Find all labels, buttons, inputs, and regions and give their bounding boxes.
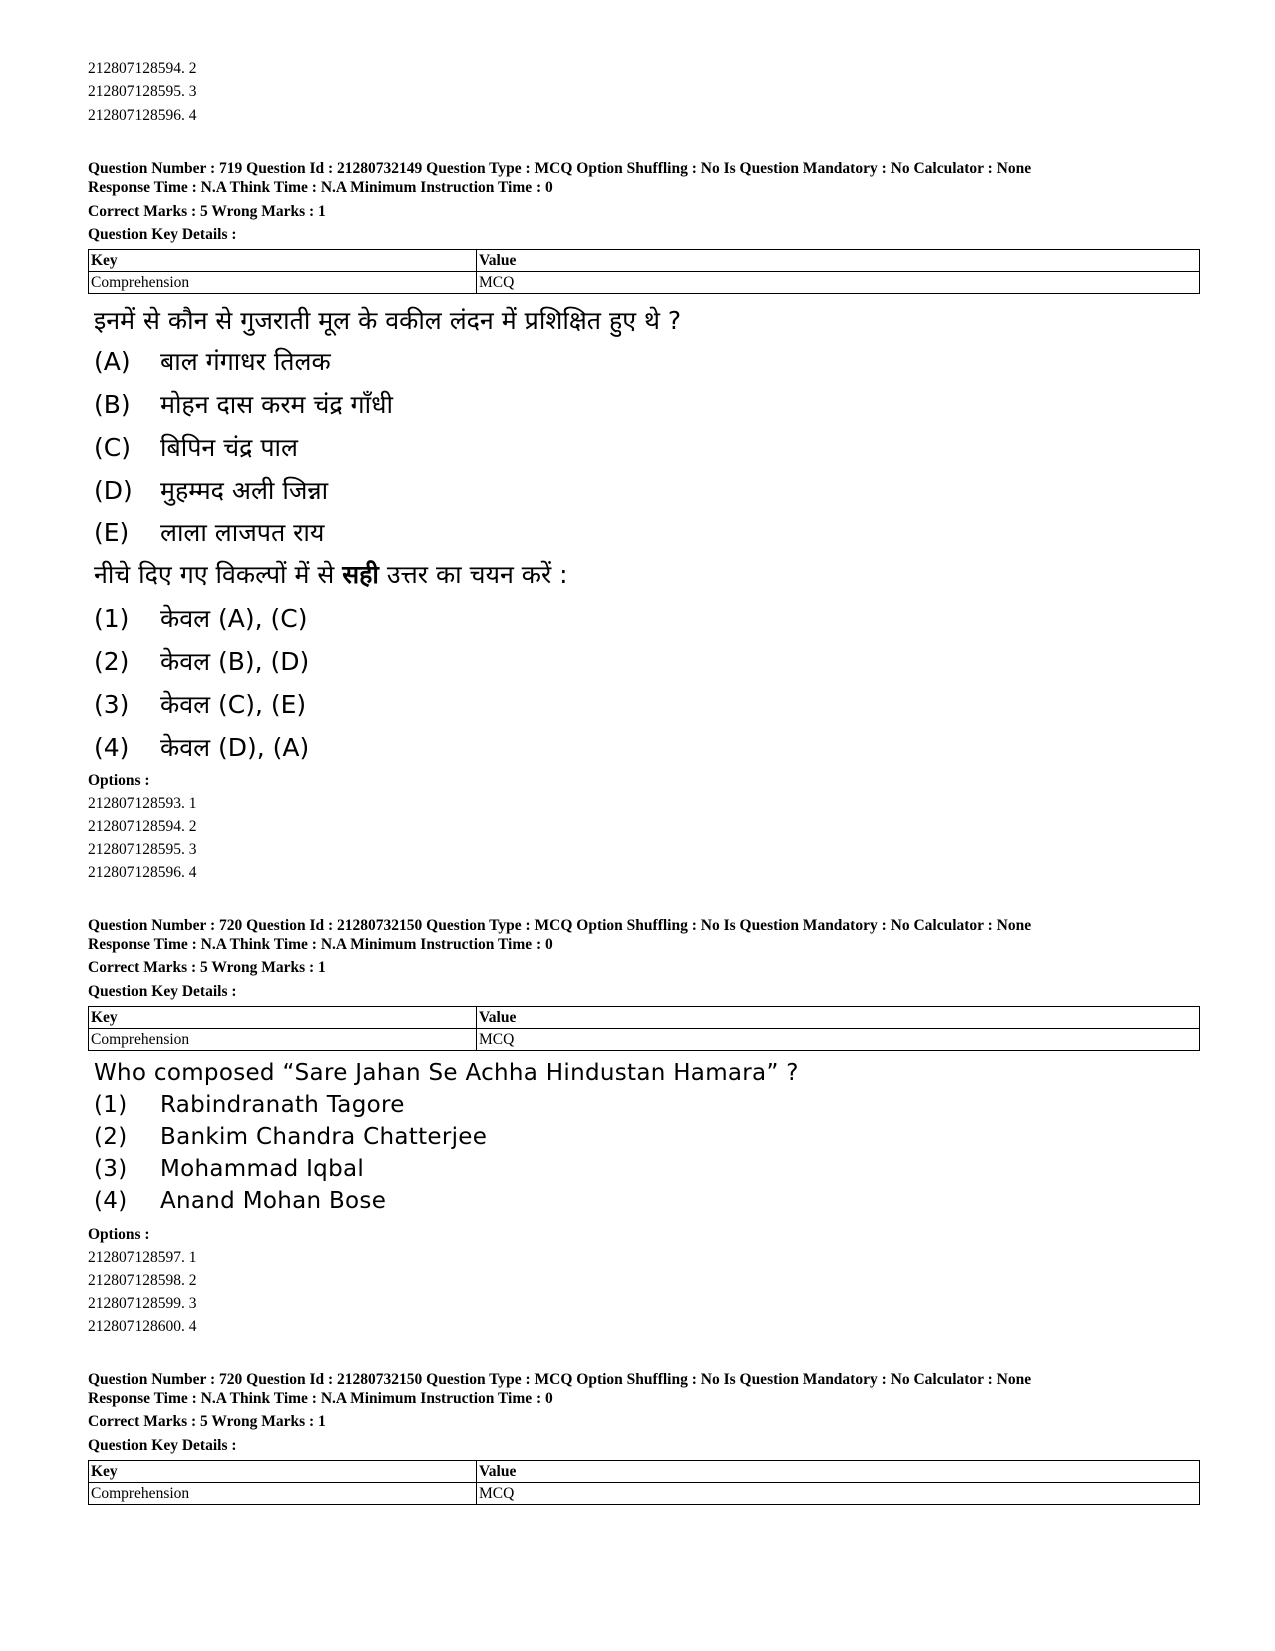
statement-item: [94, 390, 393, 420]
key-details-label: Question Key Details :: [88, 226, 237, 243]
choice-text: Bankim Chandra Chatterjee: [160, 1124, 488, 1150]
option-id-line: 212807128598. 2: [88, 1272, 197, 1289]
table-header-key: Key: [89, 1007, 477, 1029]
choice-text: Anand Mohan Bose: [160, 1188, 387, 1214]
table-cell-key: Comprehension: [89, 272, 477, 294]
statement-text: बिपिन चंद्र पाल: [160, 433, 298, 462]
choice-item: [94, 690, 306, 720]
question-text: Who composed “Sare Jahan Se Achha Hindustan Hamara” ?: [94, 1060, 799, 1086]
choice-label: (3): [94, 690, 130, 719]
question-marks: Correct Marks : 5 Wrong Marks : 1: [88, 203, 326, 220]
option-id-line: 212807128595. 3: [88, 841, 197, 858]
instruction-pre: नीचे दिए गए विकल्पों में से: [94, 560, 343, 589]
choice-label: (2): [94, 1124, 128, 1150]
question-text: इनमें से कौन से गुजराती मूल के वकील लंदन में प्रशिक्षित हुए थे ?: [94, 306, 682, 335]
choice-label: (1): [94, 1092, 128, 1118]
table-cell-key: Comprehension: [89, 1029, 477, 1051]
question-timing: Response Time : N.A Think Time : N.A Minimum Instruction Time : 0: [88, 179, 553, 196]
choice-label: (4): [94, 733, 130, 762]
table-cell-value: MCQ: [477, 1029, 1200, 1051]
statement-item: [94, 518, 324, 548]
key-details-table: [88, 1006, 1200, 1051]
statement-label: (D): [94, 476, 133, 505]
option-id-line: 212807128594. 2: [88, 60, 197, 77]
key-details-table: [88, 1460, 1200, 1505]
option-id-line: 212807128600. 4: [88, 1318, 197, 1335]
option-id-line: 212807128599. 3: [88, 1295, 197, 1312]
statement-label: (B): [94, 390, 131, 419]
choice-item: [94, 647, 309, 677]
question-timing: Response Time : N.A Think Time : N.A Minimum Instruction Time : 0: [88, 936, 553, 953]
choice-item: [94, 1186, 386, 1216]
key-details-label: Question Key Details :: [88, 983, 237, 1000]
choice-item: [94, 604, 307, 634]
table-header-value: Value: [477, 1461, 1200, 1483]
choice-text: केवल (C), (E): [160, 690, 307, 719]
choice-item: [94, 733, 309, 763]
choice-item: [94, 1154, 364, 1184]
statement-text: मोहन दास करम चंद्र गाँधी: [160, 390, 393, 419]
statement-text: बाल गंगाधर तिलक: [160, 347, 331, 376]
option-id-line: 212807128596. 4: [88, 864, 197, 881]
instruction-text: [94, 560, 568, 590]
option-id-line: 212807128595. 3: [88, 83, 197, 100]
option-id-line: 212807128593. 1: [88, 795, 197, 812]
question-timing: Response Time : N.A Think Time : N.A Minimum Instruction Time : 0: [88, 1390, 553, 1407]
question-header: Question Number : 720 Question Id : 21280732150 Question Type : MCQ Option Shuffling : No Is Question Mandatory : No Calculator : None: [88, 1371, 1032, 1388]
statement-item: [94, 347, 331, 377]
statement-label: (E): [94, 518, 130, 547]
table-header-value: Value: [477, 1007, 1200, 1029]
options-label: Options :: [88, 1226, 150, 1243]
question-marks: Correct Marks : 5 Wrong Marks : 1: [88, 959, 326, 976]
instruction-post: उत्तर का चयन करें :: [378, 560, 568, 589]
choice-text: Rabindranath Tagore: [160, 1092, 405, 1118]
statement-text: लाला लाजपत राय: [160, 518, 325, 547]
question-marks: Correct Marks : 5 Wrong Marks : 1: [88, 1413, 326, 1430]
options-label: Options :: [88, 772, 150, 789]
choice-item: [94, 1122, 487, 1152]
statement-label: (A): [94, 347, 131, 376]
choice-text: केवल (D), (A): [160, 733, 310, 762]
option-id-line: 212807128594. 2: [88, 818, 197, 835]
question-header: Question Number : 719 Question Id : 21280732149 Question Type : MCQ Option Shuffling : No Is Question Mandatory : No Calculator : None: [88, 160, 1032, 177]
table-cell-value: MCQ: [477, 1483, 1200, 1505]
table-header-key: Key: [89, 250, 477, 272]
choice-label: (3): [94, 1156, 128, 1182]
choice-item: [94, 1090, 405, 1120]
choice-label: (4): [94, 1188, 128, 1214]
choice-label: (2): [94, 647, 130, 676]
statement-item: [94, 433, 298, 463]
table-cell-key: Comprehension: [89, 1483, 477, 1505]
choice-text: केवल (B), (D): [160, 647, 310, 676]
choice-text: Mohammad Iqbal: [160, 1156, 365, 1182]
option-id-line: 212807128597. 1: [88, 1249, 197, 1266]
table-header-key: Key: [89, 1461, 477, 1483]
option-id-line: 212807128596. 4: [88, 107, 197, 124]
question-header: Question Number : 720 Question Id : 21280732150 Question Type : MCQ Option Shuffling : No Is Question Mandatory : No Calculator : None: [88, 917, 1032, 934]
choice-label: (1): [94, 604, 130, 633]
table-cell-value: MCQ: [477, 272, 1200, 294]
statement-text: मुहम्मद अली जिन्ना: [160, 476, 329, 505]
statement-label: (C): [94, 433, 131, 462]
key-details-table: [88, 249, 1200, 294]
table-header-value: Value: [477, 250, 1200, 272]
statement-item: [94, 476, 328, 506]
choice-text: केवल (A), (C): [160, 604, 308, 633]
key-details-label: Question Key Details :: [88, 1437, 237, 1454]
instruction-bold: सही: [342, 560, 379, 589]
